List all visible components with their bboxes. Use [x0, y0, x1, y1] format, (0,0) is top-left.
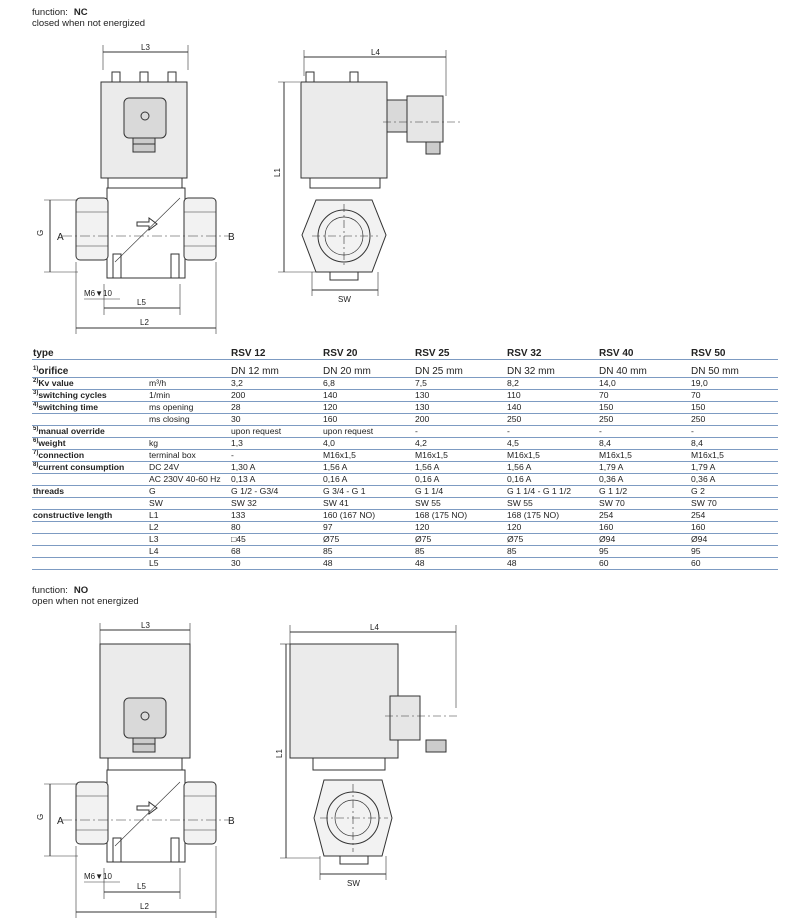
- model-rsv40: RSV 40: [598, 344, 690, 360]
- nc-side-view: [278, 50, 460, 296]
- table-row-len-l1: constructive length L1 133 160 (167 NO) 168 (175 NO) 168 (175 NO) 254 254: [32, 510, 778, 522]
- no-dim-l2: L2: [140, 902, 149, 911]
- no-dim-l5: L5: [137, 882, 146, 891]
- table-row-len-l5: L5 30 48 48 48 60 60: [32, 558, 778, 570]
- table-row-threads-g: threads G G 1/2 - G3/4 G 3/4 - G 1 G 1 1/4 G 1 1/4 - G 1 1/2 G 1 1/2 G 2: [32, 486, 778, 498]
- table-row-current-dc: $^{8)}$current consumption DC 24V 1,30 A 1,56 A 1,56 A 1,56 A 1,79 A 1,79 A: [32, 462, 778, 474]
- nc-dim-l5: L5: [137, 298, 146, 307]
- no-function-label: function:: [32, 585, 68, 596]
- table-row-threads-sw: SW SW 32 SW 41 SW 55 SW 55 SW 70 SW 70: [32, 498, 778, 510]
- table-row-len-l2: L2 80 97 120 120 160 160: [32, 522, 778, 534]
- table-row-len-l4: L4 68 85 85 85 95 95: [32, 546, 778, 558]
- no-dim-l3: L3: [141, 621, 150, 630]
- nc-drawing: [0, 40, 800, 340]
- nc-function-heading: [32, 7, 145, 29]
- nc-port-a: A: [57, 232, 64, 243]
- model-rsv25: RSV 25: [414, 344, 506, 360]
- no-side-view: [280, 625, 460, 880]
- no-function-description: open when not energized: [32, 596, 139, 607]
- model-rsv32: RSV 32: [506, 344, 598, 360]
- nc-dim-l4: L4: [371, 48, 380, 57]
- nc-front-view: [44, 45, 230, 334]
- table-row-orifice: $^{1)}$orifice DN 12 mm DN 20 mm DN 25 mm DN 32 mm DN 40 mm DN 50 mm: [32, 360, 778, 378]
- nc-thread-mark: M6▼10: [84, 289, 112, 298]
- type-label: type: [32, 344, 148, 360]
- table-row-cycles: $^{3)}$switching cycles 1/min 200 140 130 110 70 70: [32, 390, 778, 402]
- nc-dim-l2: L2: [140, 318, 149, 327]
- table-row-manual: $^{5)}$manual override upon request upon request - - - -: [32, 426, 778, 438]
- no-function-heading: [32, 585, 139, 607]
- no-drawing: [0, 618, 800, 918]
- nc-dim-g: G: [36, 229, 45, 236]
- nc-port-b: B: [228, 232, 235, 243]
- no-dim-l1: L1: [275, 749, 284, 758]
- no-thread-mark: M6▼10: [84, 872, 112, 881]
- table-row-kv: $^{2)}$Kv value m³/h 3,2 6,8 7,5 8,2 14,0 19,0: [32, 378, 778, 390]
- spec-table: [32, 344, 778, 570]
- no-function-code: NO: [73, 585, 89, 596]
- model-rsv12: RSV 12: [230, 344, 322, 360]
- model-rsv50: RSV 50: [690, 344, 778, 360]
- table-row-time-opening: $^{4)}$switching time ms opening 28 120 130 140 150 150: [32, 402, 778, 414]
- nc-function-code: NC: [73, 7, 88, 18]
- no-port-a: A: [57, 816, 64, 827]
- nc-dim-sw: SW: [338, 295, 351, 304]
- table-row-weight: $^{6)}$weight kg 1,3 4,0 4,2 4,5 8,4 8,4: [32, 438, 778, 450]
- table-row-current-ac: AC 230V 40-60 Hz 0,13 A 0,16 A 0,16 A 0,16 A 0,36 A 0,36 A: [32, 474, 778, 486]
- nc-dim-l1: L1: [273, 168, 282, 177]
- no-dim-sw: SW: [347, 879, 360, 888]
- table-row-connection: $^{7)}$connection terminal box - M16x1,5 M16x1,5 M16x1,5 M16x1,5 M16x1,5: [32, 450, 778, 462]
- no-port-b: B: [228, 816, 235, 827]
- table-row-time-closing: ms closing 30 160 200 250 250 250: [32, 414, 778, 426]
- nc-dim-l3: L3: [141, 43, 150, 52]
- no-front-view: [44, 623, 230, 918]
- model-rsv20: RSV 20: [322, 344, 414, 360]
- table-header-row: [32, 344, 778, 360]
- table-row-len-l3: L3 □45 Ø75 Ø75 Ø75 Ø94 Ø94: [32, 534, 778, 546]
- no-dim-g: G: [36, 813, 45, 820]
- nc-function-description: closed when not energized: [32, 18, 146, 29]
- no-dim-l4: L4: [370, 623, 379, 632]
- nc-function-label: function:: [32, 7, 68, 18]
